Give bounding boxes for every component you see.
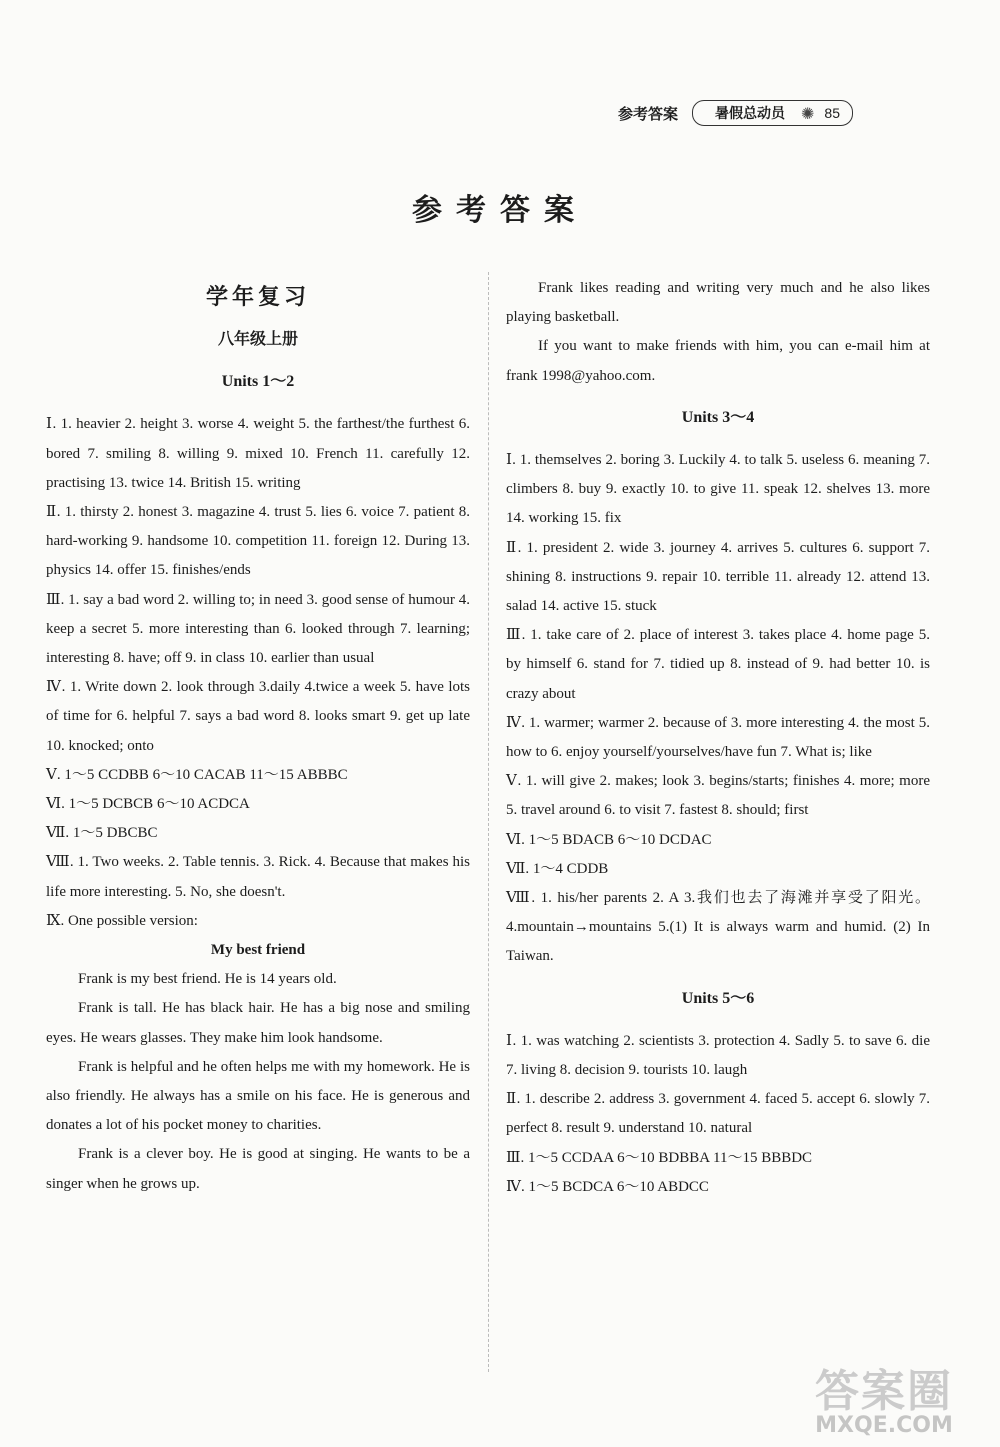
answer-block: Ⅸ. One possible version: <box>46 912 198 929</box>
essay-paragraph: If you want to make friends with him, you can e-mail him at frank 1998@yahoo.com. <box>506 338 930 384</box>
page-number: 85 <box>824 105 840 121</box>
answer-block: Ⅲ. 1. take care of 2. place of interest 3. takes place 4. home page 5. by himself 6. stand for 7. tidied up 8. instead of 9. had better 10. is crazy about <box>506 627 930 702</box>
column-divider <box>488 272 489 1372</box>
essay-paragraph: Frank is my best friend. He is 14 years old. <box>78 971 337 988</box>
left-column <box>46 280 470 1199</box>
answer-block: Ⅵ. 1～5 DCBCB 6～10 ACDCA <box>46 796 250 813</box>
answer-block: Ⅴ. 1～5 CCDBB 6～10 CACAB 11～15 ABBBC <box>46 766 348 783</box>
units-1-2-title: Units 1～2 <box>221 373 295 391</box>
header-book-badge <box>692 100 853 126</box>
answer-block: Ⅳ. 1. warmer; warmer 2. because of 3. more interesting 4. the most 5. how to 6. enjoy yourself/yourselves/have fun 7. What is; like <box>506 714 930 761</box>
answer-block: Ⅲ. 1～5 CCDAA 6～10 BDBBA 11～15 BBBDC <box>506 1149 813 1166</box>
answer-block: Ⅵ. 1～5 BDACB 6～10 DCDAC <box>506 831 712 848</box>
answer-block: Ⅶ. 1～4 CDDB <box>506 860 609 877</box>
answer-block: Ⅰ. 1. was watching 2. scientists 3. protection 4. Sadly 5. to save 6. die 7. living 8. decision 9. tourists 10. laugh <box>506 1032 930 1079</box>
answer-block: Ⅱ. 1. describe 2. address 3. government 4. faced 5. accept 6. slowly 7. perfect 8. result 9. understand 10. natural <box>506 1091 930 1137</box>
answer-block: Ⅰ. 1. heavier 2. height 3. worse 4. weight 5. the farthest/the furthest 6. bored 7. smiling 8. willing 9. mixed 10. French 11. carefully 12. practising 13. twice 14. British 15. writing <box>46 416 470 491</box>
essay-paragraph: Frank is tall. He has black hair. He has a big nose and smiling eyes. He wears glasses. They make him look handsome. <box>46 1000 470 1046</box>
answer-block: Ⅳ. 1～5 BCDCA 6～10 ABDCC <box>506 1178 709 1195</box>
grade-title: 八年级上册 <box>217 329 298 348</box>
watermark <box>815 1355 953 1438</box>
units-3-4-title: Units 3～4 <box>681 408 755 426</box>
units-5-6-title: Units 5～6 <box>681 989 755 1007</box>
header-label: 参考答案 <box>618 104 679 123</box>
answer-block: Ⅲ. 1. say a bad word 2. willing to; in need 3. good sense of humour 4. keep a secret 5. more interesting than 6. looked through 7. learning; interesting 8. have; off 9. in class 10. earlier than usual <box>46 591 470 667</box>
essay-paragraph: Frank is helpful and he often helps me with my homework. He is also friendly. He always has a smile on his face. He is generous and donates a lot of his pocket money to charities. <box>46 1058 470 1134</box>
essay-paragraph: Frank likes reading and writing very much and he also likes playing basketball. <box>506 280 930 326</box>
sun-decoration-icon: ✺ <box>801 103 815 123</box>
answer-block: Ⅳ. 1. Write down 2. look through 3.daily 4.twice a week 5. have lots of time for 6. helpful 7. says a bad word 8. looks smart 9. get up late 10. knocked; onto <box>46 679 470 754</box>
essay-title: My best friend <box>210 942 306 959</box>
answer-block: Ⅱ. 1. thirsty 2. honest 3. magazine 4. trust 5. lies 6. voice 7. patient 8. hard-working 9. handsome 10. competition 11. foreign 12. During 13. physics 14. offer 15. finishes/ends <box>46 504 470 579</box>
page-header <box>618 100 853 126</box>
section-title: 学年复习 <box>205 285 310 310</box>
essay-paragraph: Frank is a clever boy. He is good at singing. He wants to be a singer when he grows up. <box>46 1146 470 1192</box>
right-column <box>506 274 930 1202</box>
answer-block: Ⅱ. 1. president 2. wide 3. journey 4. arrives 5. cultures 6. support 7. shining 8. instructions 9. repair 10. terrible 11. already 12. attend 13. salad 14. active 15. stuck <box>506 539 930 615</box>
answer-block: Ⅴ. 1. will give 2. makes; look 3. begins/starts; finishes 4. more; more 5. travel around 6. to visit 7. fastest 8. should; first <box>506 773 930 819</box>
answer-block: Ⅶ. 1～5 DBCBC <box>46 825 158 842</box>
answer-block: Ⅷ. 1. his/her parents 2. A 3.我们也去了海滩并享受了阳光。 4.mountain→mountains 5.(1) It is always warm and humid. (2) In Taiwan. <box>506 890 930 965</box>
watermark-logo: 答案圈 <box>815 1366 953 1417</box>
watermark-url: MXQE.COM <box>815 1413 953 1438</box>
answer-block: Ⅷ. 1. Two weeks. 2. Table tennis. 3. Rick. 4. Because that makes his life more interesting. 5. No, she doesn't. <box>46 854 470 900</box>
answer-block: Ⅰ. 1. themselves 2. boring 3. Luckily 4. to talk 5. useless 6. meaning 7. climbers 8. buy 9. exactly 10. to give 11. speak 12. shelves 13. more 14. working 15. fix <box>506 452 930 527</box>
header-book-title: 暑假总动员 <box>715 106 786 122</box>
page-title: 参考答案 <box>412 193 588 228</box>
